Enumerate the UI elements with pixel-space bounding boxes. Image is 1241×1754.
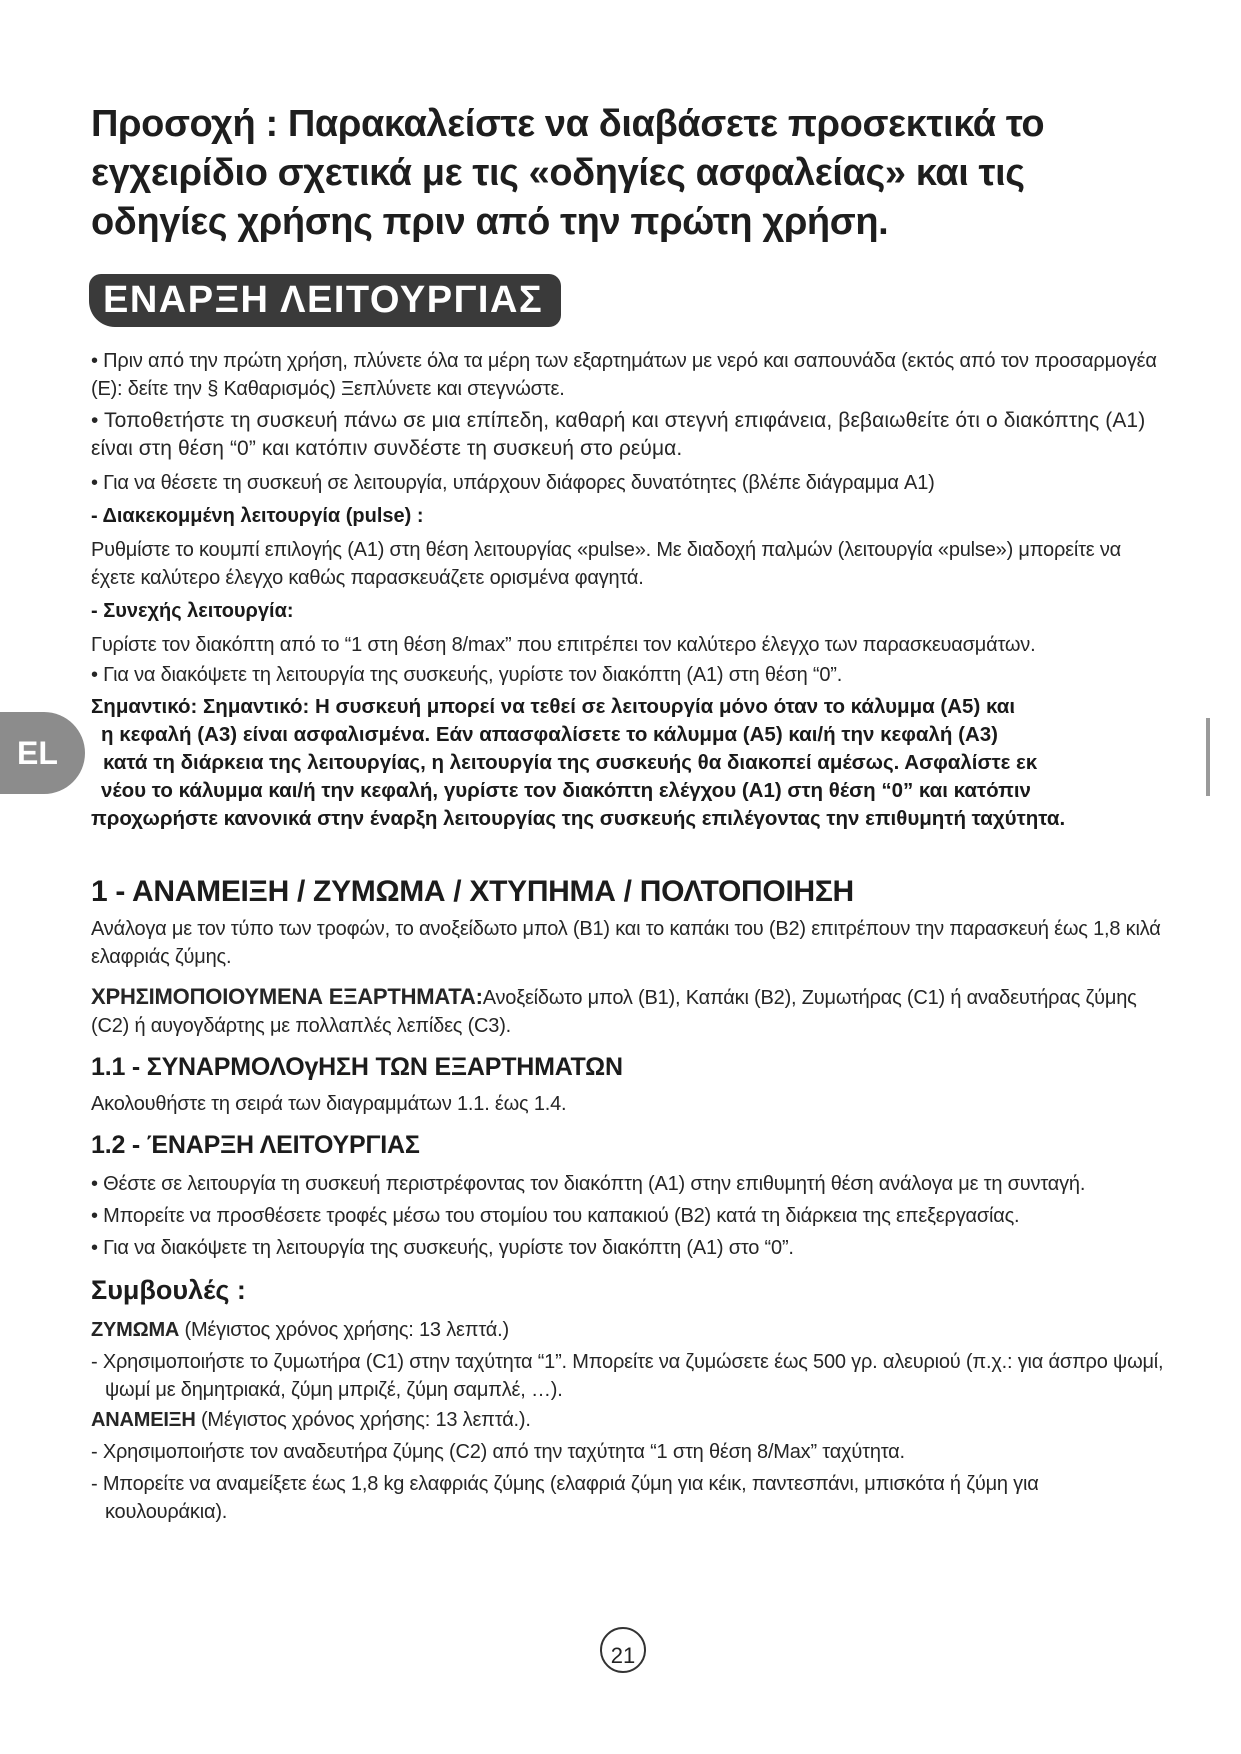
language-tab: EL [0,712,85,794]
pulse-heading: - Διακεκομμένη λειτουργία (pulse) : [91,505,424,527]
accessories-paragraph [91,983,1166,1040]
page-number: 21 [600,1627,646,1673]
section-start-title: ΕΝΑΡΞΗ ΛΕΙΤΟΥΡΓΙΑΣ [89,274,561,327]
section-1-intro: Ανάλογα με τον τύπο των τροφών, το ανοξείδωτο μπολ (B1) και το καπάκι του (B2) επιτρέπουν την παρασκευή έως 1,8 κιλά ελαφριάς ζύμης. [91,918,1161,968]
important-line-5: προχωρήστε κανονικά στην έναρξη λειτουργίας της συσκευής επιλέγοντας την επιθυμητή ταχύτητα. [91,807,1066,830]
section-1-title: 1 - ΑΝΑΜΕΙΞΗ / ΖΥΜΩΜΑ / ΧΤΥΠΗΜΑ / ΠΟΛΤΟΠΟΙΗΣΗ [91,875,854,908]
start-bullet-2: • Τοποθετήστε τη συσκευή πάνω σε μια επίπεδη, καθαρή και στεγνή επιφάνεια, βεβαιωθείτε ότι ο διακόπτης (A1) είναι στη θέση “0” και κατόπιν συνδέστε τη συσκευή στο ρεύμα. [91,409,1146,460]
mixing-text-2: - Μπορείτε να αναμείξετε έως 1,8 kg ελαφριάς ζύμης (ελαφριά ζύμη για κέικ, παντεσπάνι, μπισκότα ή ζύμη για κουλουράκια). [91,1473,1039,1523]
kneading-text: - Χρησιμοποιήστε το ζυμωτήρα (C1) στην ταχύτητα “1”. Μπορείτε να ζυμώσετε έως 500 γρ. αλευριού (π.χ.: για άσπρο ψωμί, ψωμί με δημητριακά, ζύμη μπριζέ, ζύμη σαμπλέ, …). [91,1351,1164,1401]
important-notice [91,693,1166,833]
kneading-label: ΖΥΜΩΜΑ [91,1319,180,1341]
assembly-text: Ακολουθήστε τη σειρά των διαγραμμάτων 1.1. έως 1.4. [91,1093,567,1115]
stop-text: • Για να διακόψετε τη λειτουργία της συσκευής, γυρίστε τον διακόπτη (A1) στη θέση “0”. [91,664,843,686]
mixing-paragraph [91,1406,1166,1434]
start-subsection-title: 1.2 - ΈΝΑΡΞΗ ΛΕΙΤΟΥΡΓΙΑΣ [91,1131,420,1159]
start-step-1: • Θέστε σε λειτουργία τη συσκευή περιστρέφοντας τον διακόπτη (A1) στην επιθυμητή θέση ανάλογα με τη συνταγή. [91,1173,1086,1195]
mixing-label: ΑΝΑΜΕΙΞΗ [91,1409,196,1431]
pulse-text: Ρυθμίστε το κουμπί επιλογής (A1) στη θέση λειτουργίας «pulse». Με διαδοχή παλμών (λειτουργία «pulse») μπορείτε να έχετε καλύτερο έλεγχο καθώς παρασκευάζετε ορισμένα φαγητά. [91,539,1122,589]
accessories-label: ΧΡΗΣΙΜΟΠΟΙΟΥΜΕΝΑ ΕΞΑΡΤΗΜΑΤΑ: [91,984,483,1009]
accessories-text: Ανοξείδωτο μπολ (B1), Καπάκι (B2), Ζυμωτήρας (C1) ή αναδευτήρας ζύμης (C2) ή αυγογδάρτης με πολλαπλές λεπίδες (C3). [91,987,1137,1037]
warning-title: Προσοχή : Παρακαλείστε να διαβάσετε προσεκτικά το εγχειρίδιο σχετικά με τις «οδηγίες ασφαλείας» και τις οδηγίες χρήσης πριν από την πρώτη χρήση. [91,103,1045,243]
mixing-text-1: - Χρησιμοποιήστε τον αναδευτήρα ζύμης (C2) από την ταχύτητα “1 στη θέση 8/Max” ταχύτητα. [91,1441,905,1463]
start-step-3: • Για να διακόψετε τη λειτουργία της συσκευής, γυρίστε τον διακόπτη (A1) στο “0”. [91,1237,794,1259]
start-bullet-1: • Πριν από την πρώτη χρήση, πλύνετε όλα τα μέρη των εξαρτημάτων με νερό και σαπουνάδα (εκτός από τον προσαρμογέα (E): δείτε την § Καθαρισμός) Ξεπλύνετε και στεγνώστε. [91,350,1157,400]
important-line-2: η κεφαλή (A3) είναι ασφαλισμένα. Εάν απασφαλίσετε το κάλυμμα (A5) και/ή την κεφαλή (A3) [101,723,998,746]
important-line-1: Σημαντικό: Σημαντικό: Η συσκευή μπορεί να τεθεί σε λειτουργία μόνο όταν το κάλυμμα (A5) και [91,695,1016,718]
start-bullet-3: • Για να θέσετε τη συσκευή σε λειτουργία, υπάρχουν διάφορες δυνατότητες (βλέπε διάγραμμα A1) [91,472,935,494]
start-step-2: • Μπορείτε να προσθέσετε τροφές μέσω του στομίου του καπακιού (B2) κατά τη διάρκεια της επεξεργασίας. [91,1205,1020,1227]
mixing-time: (Μέγιστος χρόνος χρήσης: 13 λεπτά.). [195,1409,531,1431]
page-content [91,100,1166,1526]
continuous-text: Γυρίστε τον διακόπτη από το “1 στη θέση 8/max” που επιτρέπει τον καλύτερο έλεγχο των παρασκευασμάτων. [91,634,1036,656]
kneading-paragraph [91,1316,1166,1344]
important-line-3: κατά τη διάρκεια της λειτουργίας, η λειτουργία της συσκευής θα διακοπεί αμέσως. Ασφαλίστε εκ [103,751,1038,774]
kneading-time: (Μέγιστος χρόνος χρήσης: 13 λεπτά.) [179,1319,509,1341]
continuous-heading: - Συνεχής λειτουργία: [91,600,294,622]
tips-title: Συμβουλές : [91,1275,246,1305]
assembly-title: 1.1 - ΣΥΝΑΡΜΟΛΟγΗΣΗ ΤΩΝ ΕΞΑΡΤΗΜΑΤΩΝ [91,1053,623,1081]
important-line-4: νέου το κάλυμμα και/ή την κεφαλή, γυρίστε τον διακόπτη ελέγχου (A1) στη θέση “0” και κατόπιν [101,779,1031,802]
edge-marker [1206,718,1210,796]
